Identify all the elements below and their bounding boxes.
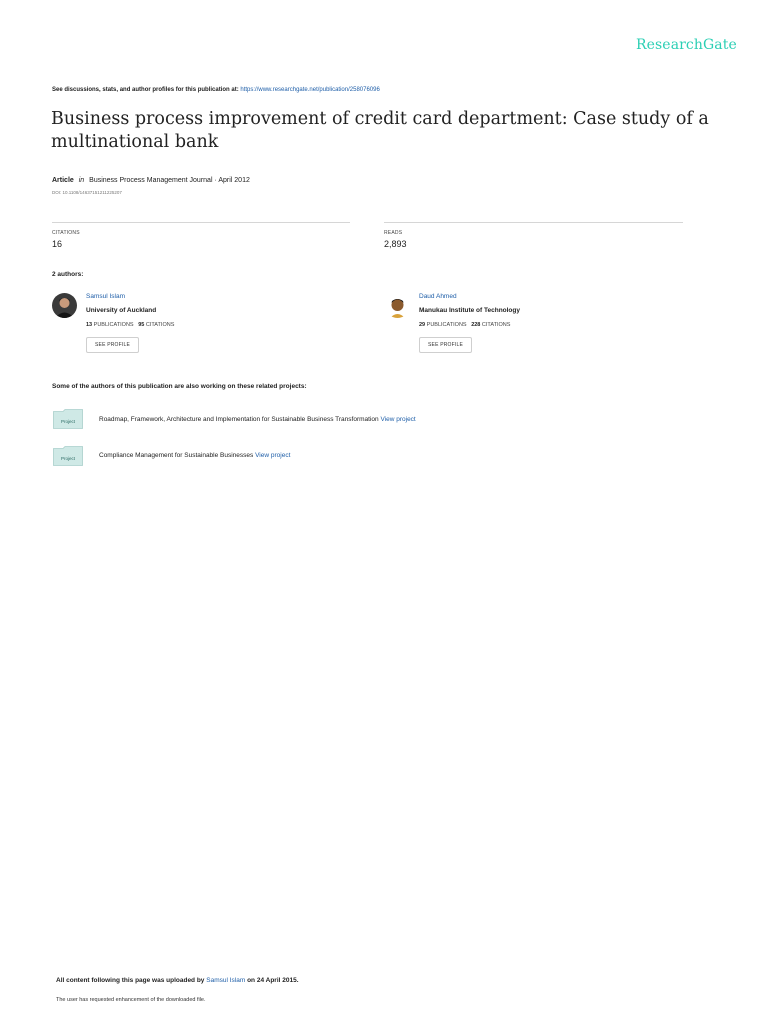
see-profile-button[interactable]: SEE PROFILE xyxy=(86,337,139,353)
publications-label: PUBLICATIONS xyxy=(93,322,134,328)
author-stats xyxy=(419,322,510,328)
divider xyxy=(384,222,683,223)
article-in: in xyxy=(78,177,85,184)
author-photo-icon xyxy=(385,293,410,318)
project-icon-label: Project xyxy=(60,419,76,424)
doi: DOI: 10.1108/14637151211225207 xyxy=(52,190,122,195)
journal-name: Business Process Management Journal xyxy=(89,177,213,184)
project-item xyxy=(99,416,416,423)
publications-label: PUBLICATIONS xyxy=(426,322,467,328)
enhancement-note: The user has requested enhancement of the downloaded file. xyxy=(56,997,206,1003)
publication-url-link[interactable]: https://www.researchgate.net/publication/258076096 xyxy=(240,87,380,93)
reads-value: 2,893 xyxy=(384,239,407,249)
citations-count: 95 xyxy=(138,322,145,328)
publications-count: 29 xyxy=(419,322,426,328)
see-prefix: See discussions, stats, and author profiles for this publication at: xyxy=(52,87,239,93)
see-profile-button[interactable]: SEE PROFILE xyxy=(419,337,472,353)
reads-label: READS xyxy=(384,230,403,236)
project-icon-label: Project xyxy=(60,456,76,461)
publications-count: 13 xyxy=(86,322,93,328)
view-project-link[interactable]: View project xyxy=(380,416,416,423)
authors-heading: 2 authors: xyxy=(52,271,84,278)
author-institution: Manukau Institute of Technology xyxy=(419,307,520,314)
view-project-link[interactable]: View project xyxy=(255,452,291,459)
uploader-link[interactable]: Samsul Islam xyxy=(206,977,246,984)
citations-value: 16 xyxy=(52,239,63,249)
avatar[interactable] xyxy=(52,293,77,318)
author-name-link[interactable]: Daud Ahmed xyxy=(419,293,457,300)
project-folder-icon xyxy=(53,409,83,429)
author-name-link[interactable]: Samsul Islam xyxy=(86,293,126,300)
author-photo-icon xyxy=(52,293,77,318)
project-title: Roadmap, Framework, Architecture and Implementation for Sustainable Business Transformation xyxy=(99,416,379,423)
citations-label: CITATIONS xyxy=(481,322,511,328)
author-stats xyxy=(86,322,174,328)
author-institution: University of Auckland xyxy=(86,307,157,314)
project-title: Compliance Management for Sustainable Businesses xyxy=(99,452,254,459)
project-item xyxy=(99,452,290,459)
citations-count: 228 xyxy=(471,322,481,328)
upload-prefix: All content following this page was uploaded by xyxy=(56,977,205,984)
citations-label: CITATIONS xyxy=(145,322,175,328)
project-folder-icon xyxy=(53,446,83,466)
upload-suffix: on 24 April 2015. xyxy=(247,977,299,984)
researchgate-logo[interactable]: ResearchGate xyxy=(636,37,737,53)
publication-date: · April 2012 xyxy=(214,177,250,184)
avatar[interactable] xyxy=(385,293,410,318)
divider xyxy=(52,222,350,223)
discussion-link-line xyxy=(52,87,380,93)
article-type: Article xyxy=(52,177,74,184)
article-info xyxy=(52,177,250,184)
upload-note xyxy=(56,977,299,984)
citations-label: CITATIONS xyxy=(52,230,80,236)
related-projects-heading: Some of the authors of this publication are also working on these related projects: xyxy=(52,383,307,390)
publication-title: Business process improvement of credit card department: Case study of a multinational bank xyxy=(51,109,709,152)
